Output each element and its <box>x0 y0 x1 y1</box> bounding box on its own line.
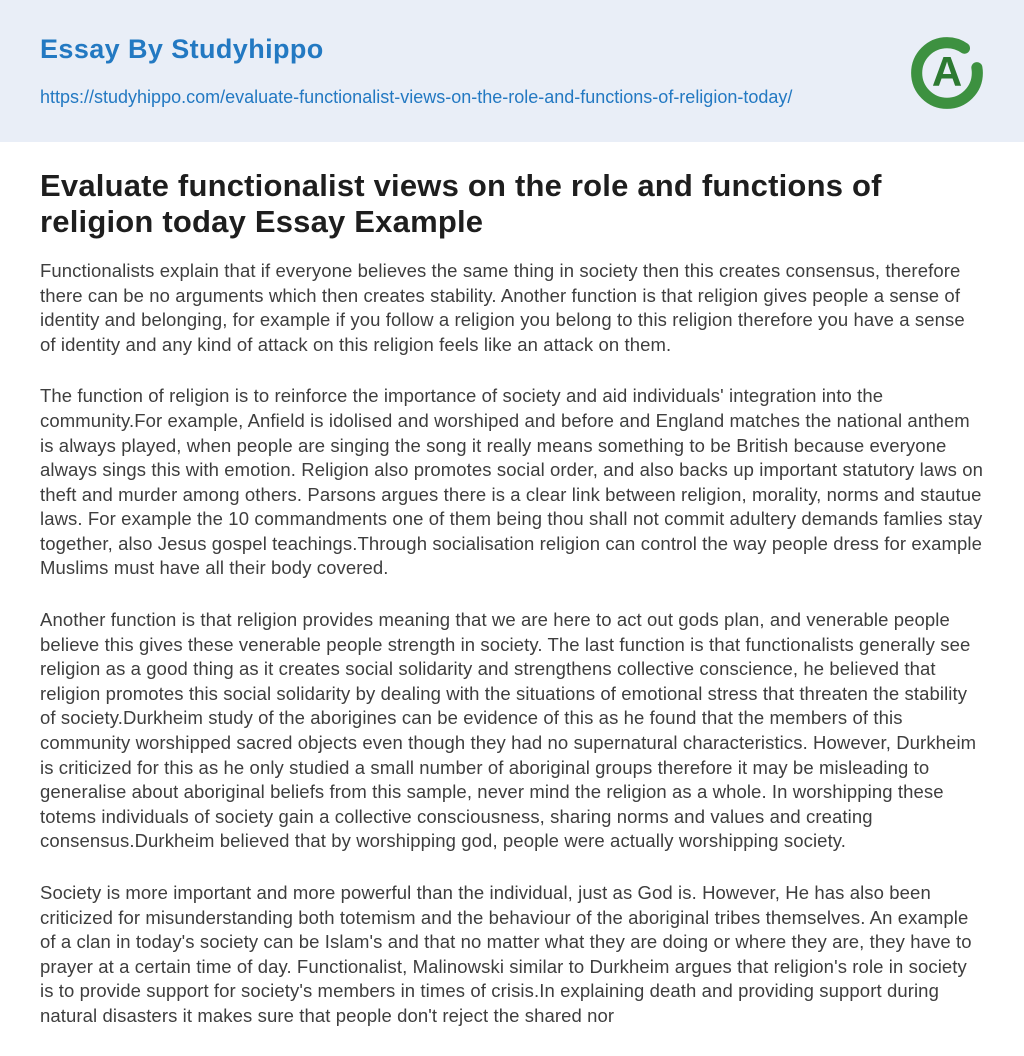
header-text-block <box>40 34 792 112</box>
essay-paragraph-3: Another function is that religion provides meaning that we are here to act out gods plan, and venerable people believe this gives these venerable people strength in society. The last function is that functionalists generally see religion as a good thing as it creates social solidarity and strengthens collective conscience, he believed that religion promotes this social solidarity by dealing with the situations of emotional stress that threaten the stability of society.Durkheim study of the aborigines can be evidence of this as he found that the members of this community worshipped sacred objects even though they had no supernatural characteristics. However, Durkheim is criticized for this as he only studied a small number of aboriginal groups therefore it may be misleading to generalise about aboriginal beliefs from this sample, never mind the religion as a whole. In worshipping these totems individuals of society gain a collective consciousness, sharing norms and values and creating consensus.Durkheim believed that by worshipping god, people were actually worshipping society. <box>40 609 977 852</box>
logo-letter: A <box>931 48 963 96</box>
essay-article <box>0 168 1024 1029</box>
essay-paragraph-1: Functionalists explain that if everyone believes the same thing in society then this creates consensus, therefore there can be no arguments which then creates stability. Another function is that religion gives people a sense of identity and belonging, for example if you follow a religion you belong to this religion therefore you have a sense of identity and any kind of attack on this religion feels like an attack on them. <box>40 259 965 355</box>
essay-title: Evaluate functionalist views on the role and functions of religion today Essay Example <box>40 167 882 240</box>
essay-paragraph-4: Society is more important and more powerful than the individual, just as God is. However, He has also been criticized for misunderstanding both totemism and the behaviour of the aboriginal tribes themselves. An example of a clan in today's society can be Islam's and that no matter what they are doing or where they are, they have to prayer at a certain time of day. Functionalist, Malinowski similar to Durkheim argues that religion's role in society is to provide support for society's members in times of crisis.In explaining death and providing support during natural disasters it makes sure that people don't reject the shared nor <box>40 882 972 1026</box>
brand-title: Essay By Studyhippo <box>40 34 324 64</box>
source-url-link[interactable]: https://studyhippo.com/evaluate-functionalist-views-on-the-role-and-functions-of-religion-today/ <box>40 87 793 107</box>
essay-paragraph-2: The function of religion is to reinforce the importance of society and aid individuals' integration into the community.For example, Anfield is idolised and worshiped and before and England matches the national anthem is always played, when people are singing the song it really means something to be British because everyone always sings this with emotion. Religion also promotes social order, and also backs up important statutory laws on theft and murder among others. Parsons argues there is a clear link between religion, morality, norms and stautue laws. For example the 10 commandments one of them being thou shall not commit adultery demands famlies stay together, also Jesus gospel teachings.Through socialisation religion can control the way people dress for example Muslims must have all their body covered. <box>40 385 984 579</box>
studyhippo-logo <box>910 36 984 110</box>
page-header <box>0 0 1024 142</box>
